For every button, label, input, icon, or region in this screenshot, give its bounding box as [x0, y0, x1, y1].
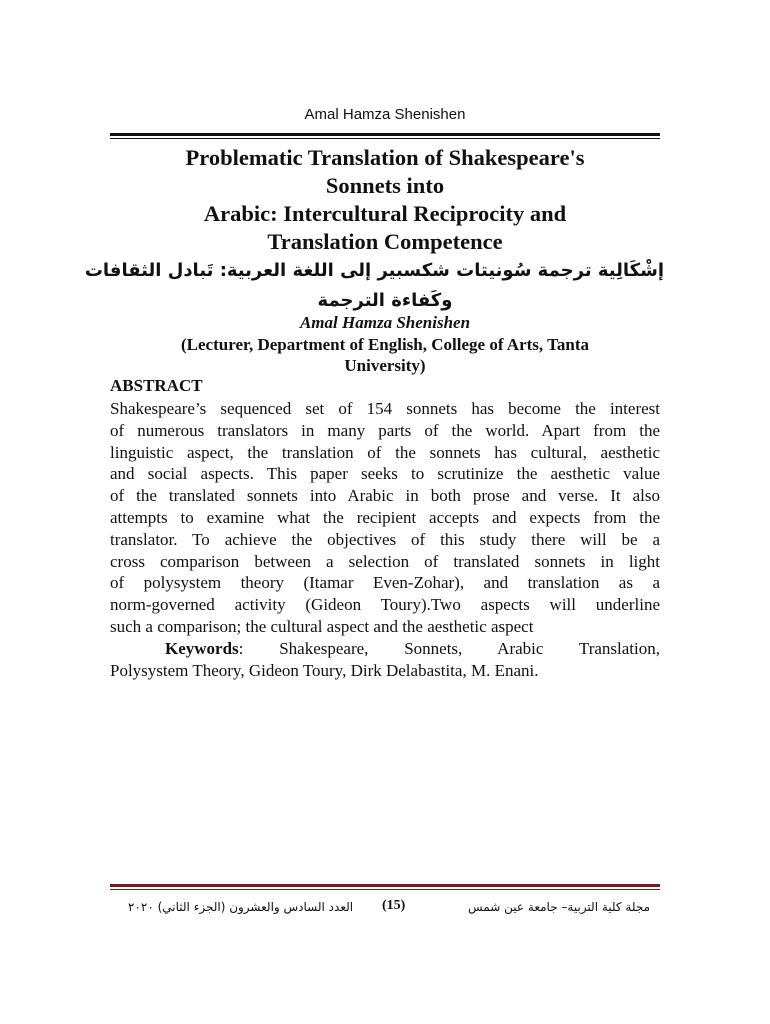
abstract-line: translator. To achieve the objectives of this study there will be a — [110, 529, 660, 549]
footer-rule — [110, 884, 660, 890]
footer-issue-info: العدد السادس والعشرون (الجزء الثاني) ٢٠٢٠ — [128, 900, 354, 914]
title-line: Translation Competence — [267, 229, 503, 254]
abstract-line: Shakespeare’s sequenced set of 154 sonnets has become the interest — [110, 399, 660, 418]
abstract-line: of the translated sonnets into Arabic in both prose and verse. It also — [110, 486, 660, 506]
affiliation-line: (Lecturer, Department of English, College of Arts, Tanta — [181, 335, 589, 354]
author-name: Amal Hamza Shenishen — [299, 313, 471, 332]
abstract-line: such a comparison; the cultural aspect and the aesthetic aspect — [110, 616, 534, 636]
arabic-title-line: وكَفاءة الترجمة — [317, 290, 453, 311]
abstract-body — [110, 398, 660, 681]
keywords-line — [110, 638, 660, 660]
affiliation-line: University) — [344, 356, 426, 375]
abstract-line: cross comparison between a selection of translated sonnets in light — [110, 551, 660, 571]
running-header-author: Amal Hamza Shenishen — [304, 106, 466, 123]
abstract-line: of numerous translators in many parts of the world. Apart from the — [110, 420, 660, 440]
abstract-line: and social aspects. This paper seeks to scrutinize the aesthetic value — [110, 464, 660, 484]
footer-journal-name: مجلة كلية التربية– جامعة عين شمس — [468, 900, 650, 914]
keywords-line-continued: Polysystem Theory, Gideon Toury, Dirk Delabastita, M. Enani. — [110, 660, 539, 680]
article-title — [110, 144, 660, 256]
keywords-label: Keywords — [165, 638, 239, 658]
header-rule — [110, 133, 660, 139]
abstract-line: attempts to examine what the recipient accepts and expects from the — [110, 507, 660, 527]
page-footer — [110, 898, 660, 920]
abstract-line: norm-governed activity (Gideon Toury).Two aspects will underline — [110, 595, 660, 615]
title-line: Sonnets into — [325, 173, 445, 198]
arabic-title — [84, 256, 664, 316]
keywords-text: : Shakespeare, Sonnets, Arabic Translation, — [238, 638, 660, 658]
author-affiliation — [110, 334, 660, 376]
arabic-title-line: إشْكَالِية ترجمة سُونيتات شكسبير إلى اللغة العربية: تَبادل الثقافات — [84, 260, 664, 281]
abstract-line: of polysystem theory (Itamar Even-Zohar), and translation as a — [110, 573, 660, 593]
title-line: Arabic: Intercultural Reciprocity and — [203, 201, 567, 226]
page-number: (15) — [382, 898, 406, 913]
title-line: Problematic Translation of Shakespeare's — [185, 145, 585, 170]
abstract-heading: ABSTRACT — [110, 376, 203, 395]
abstract-line: linguistic aspect, the translation of the sonnets has cultural, aesthetic — [110, 442, 660, 462]
